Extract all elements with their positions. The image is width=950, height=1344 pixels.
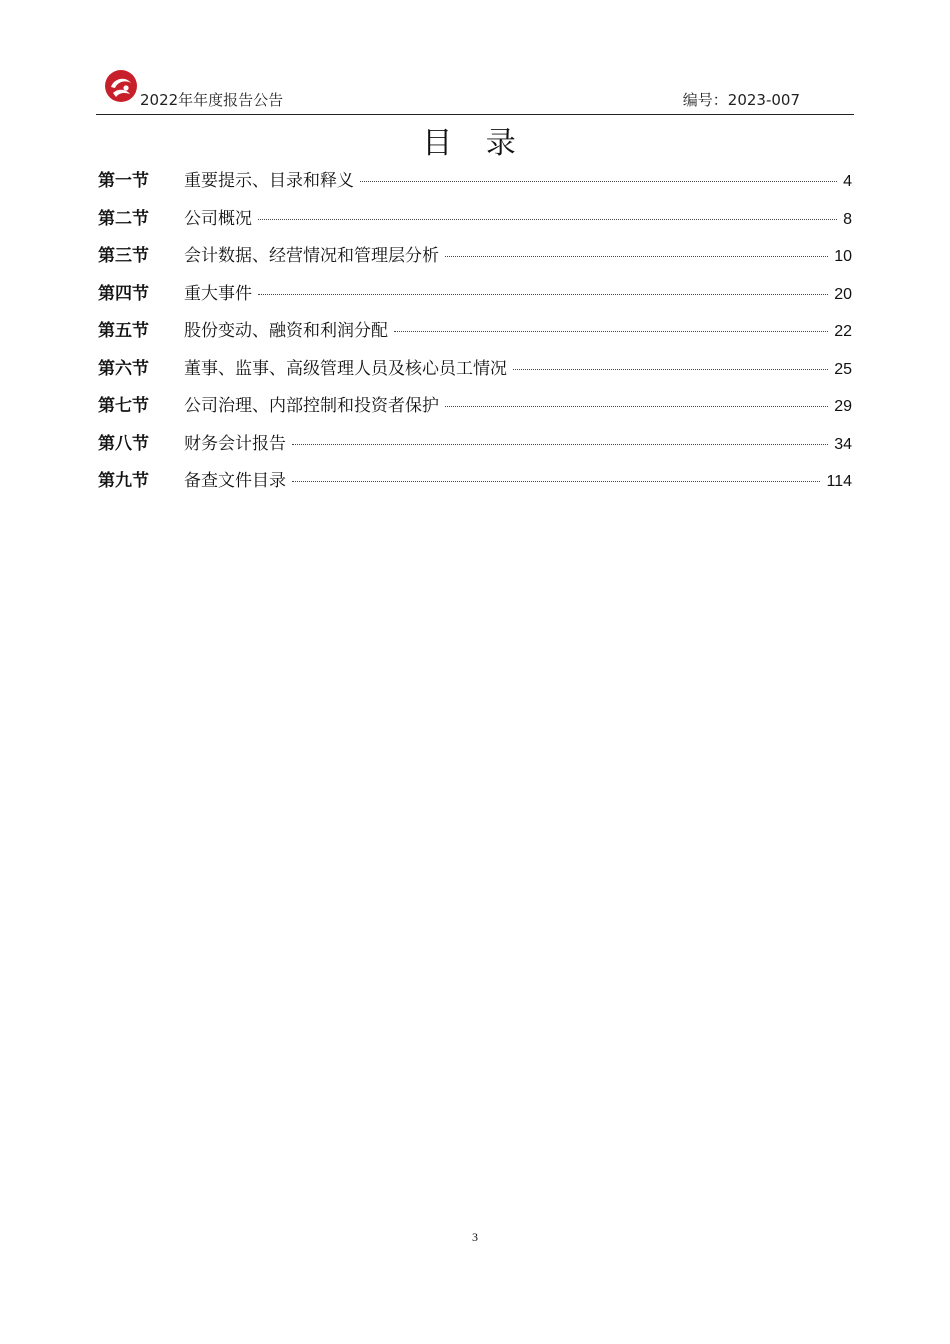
toc-title: 目 录 — [422, 126, 528, 161]
toc-page-number: 114 — [826, 473, 852, 490]
toc-page-number: 34 — [834, 435, 852, 453]
toc-leader-dots — [445, 406, 828, 407]
toc-section-title: 董事、监事、高级管理人员及核心员工情况 — [184, 358, 507, 379]
toc-page-number: 22 — [834, 323, 852, 340]
table-of-contents — [98, 166, 852, 504]
toc-entry[interactable] — [98, 354, 852, 392]
toc-leader-dots — [292, 481, 820, 482]
toc-section-number: 第八节 — [98, 433, 149, 454]
toc-entry[interactable] — [98, 241, 852, 279]
toc-section-title: 备查文件目录 — [184, 471, 286, 491]
page-header — [96, 64, 854, 115]
toc-page-number: 4 — [843, 173, 852, 190]
toc-section-number: 第六节 — [98, 358, 149, 379]
toc-entry[interactable] — [98, 316, 852, 354]
toc-page-number: 10 — [834, 248, 852, 265]
toc-section-number: 第七节 — [98, 396, 149, 416]
toc-section-title: 财务会计报告 — [184, 433, 286, 454]
toc-page-number: 8 — [843, 210, 852, 228]
toc-section-number: 第一节 — [98, 171, 149, 191]
toc-page-number: 29 — [834, 398, 852, 415]
toc-leader-dots — [513, 369, 828, 370]
toc-leader-dots — [445, 256, 828, 257]
toc-section-number: 第三节 — [98, 246, 149, 266]
toc-section-title: 股份变动、融资和利润分配 — [184, 321, 388, 341]
toc-entry[interactable] — [98, 391, 852, 429]
toc-entry[interactable] — [98, 429, 852, 467]
toc-section-title: 重要提示、目录和释义 — [184, 171, 354, 191]
toc-entry[interactable] — [98, 204, 852, 242]
toc-page-number: 25 — [834, 360, 852, 378]
toc-section-number: 第四节 — [98, 283, 149, 304]
toc-section-title: 重大事件 — [184, 283, 252, 304]
toc-entry[interactable] — [98, 466, 852, 504]
toc-section-number: 第五节 — [98, 321, 149, 341]
document-number: 编号：2023-007 — [682, 91, 800, 109]
toc-leader-dots — [394, 331, 828, 332]
page-number: 3 — [472, 1230, 478, 1244]
toc-entry[interactable] — [98, 166, 852, 204]
report-title: 2022年年度报告公告 — [140, 91, 284, 109]
toc-leader-dots — [258, 294, 828, 295]
toc-leader-dots — [292, 444, 828, 445]
toc-leader-dots — [360, 181, 837, 182]
company-logo-icon — [104, 69, 138, 103]
toc-section-title: 公司治理、内部控制和投资者保护 — [184, 396, 439, 416]
toc-page-number: 20 — [834, 285, 852, 303]
toc-section-title: 公司概况 — [184, 208, 252, 229]
toc-section-number: 第二节 — [98, 208, 149, 229]
toc-entry[interactable] — [98, 279, 852, 317]
toc-section-number: 第九节 — [98, 471, 149, 491]
toc-leader-dots — [258, 219, 837, 220]
toc-section-title: 会计数据、经营情况和管理层分析 — [184, 246, 439, 266]
